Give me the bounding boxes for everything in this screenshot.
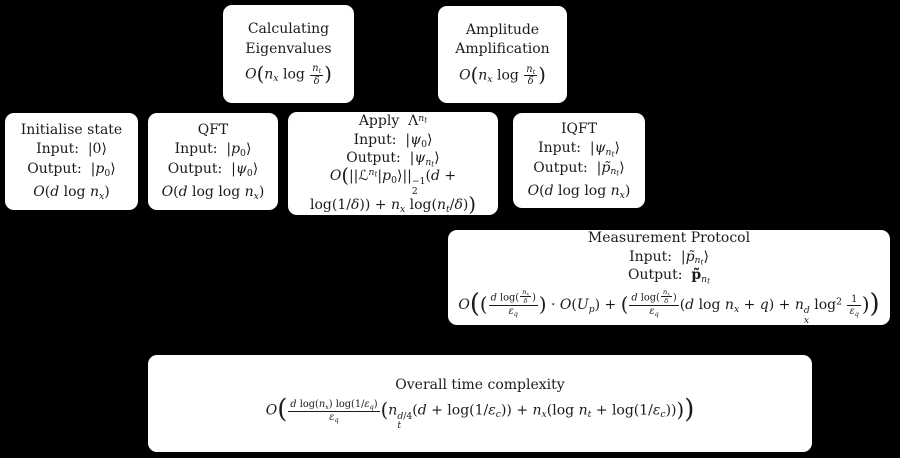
node-input: Input: $|\psi_0⟩$	[353, 131, 433, 150]
node-output: Output: $|\psi_{n_t}⟩$	[346, 149, 440, 168]
node-title: Apply $\Lambda^{n_t}$	[358, 112, 428, 130]
node-title: IQFT	[560, 120, 598, 137]
node-title: QFT	[197, 121, 229, 138]
node-title-line: Amplification	[455, 41, 550, 58]
complexity-formula: O(d $\log \log n_x$)	[527, 182, 631, 201]
complexity-formula: $O(n_x$ log $\frac{n_t}{\delta}$ )	[245, 62, 332, 87]
node-output: Output: $|p̃_{n_t}⟩$	[533, 159, 625, 178]
node-input: Input: $|p_0⟩$	[174, 141, 252, 159]
node-title: Initialise state	[20, 121, 123, 138]
node-title-line: Amplitude	[465, 21, 540, 38]
node-initialise-state	[5, 113, 138, 210]
node-input: Input: |0⟩	[36, 141, 107, 158]
node-input: Input: $|\psi_{n_t}⟩$	[538, 140, 620, 159]
node-apply-lambda	[288, 112, 498, 215]
node-title: Measurement Protocol	[587, 230, 751, 247]
node-measurement-protocol	[448, 230, 890, 325]
node-title-line: Eigenvalues	[245, 40, 332, 57]
complexity-formula: O( $\frac{d \log(n_x) \log(1/\varepsilon_q)}{\varepsilon_q}$ (n d/4 t $(d + \log(1/\varepsilon_c)) + n_x(\log$ $n_t + \log(1/\varepsilon_c)$)))	[265, 394, 695, 432]
node-amplitude-amplification	[438, 6, 567, 103]
node-overall-time-complexity	[148, 355, 812, 452]
node-qft	[148, 113, 278, 210]
complexity-formula: $O(n_x$ log $\frac{n_t}{\delta}$ )	[459, 62, 546, 88]
complexity-formula-line2: $\log(1/\delta)) + n_x$ $\log(n_t/\delta)$)	[309, 193, 477, 217]
node-input: Input: $|p̃_{n_t}⟩$	[629, 248, 709, 267]
complexity-formula: O(d $\log n_x$)	[33, 183, 110, 202]
node-calculating-eigenvalues	[223, 5, 354, 103]
node-output: Output: $|p_0⟩$	[27, 160, 116, 179]
node-title: Overall time complexity	[395, 376, 565, 393]
complexity-formula-line1: $O(||ℒ^{n_t}|p_0⟩||$ −1 2 (d +	[329, 163, 457, 197]
node-output: Output: $|\psi_0⟩$	[167, 160, 259, 179]
node-output: Output: $p̃̃_{n_t}$	[627, 266, 711, 286]
complexity-formula: O(( d log( $\frac{n_x}{\delta}$ ) $\varepsilon_q$ ) · $O(U_p)$ + ( d log( $\frac{n_x}{\delta}$ ) $\varepsilon_q$ (d $\log n_x + q) + n$ d x $\log^2$ $\frac{1}{\varepsilon_q}$ ))	[458, 287, 880, 326]
node-title-line: Calculating	[247, 21, 330, 38]
complexity-formula: O(d $\log \log n_x$)	[161, 183, 265, 202]
node-iqft	[513, 113, 645, 208]
